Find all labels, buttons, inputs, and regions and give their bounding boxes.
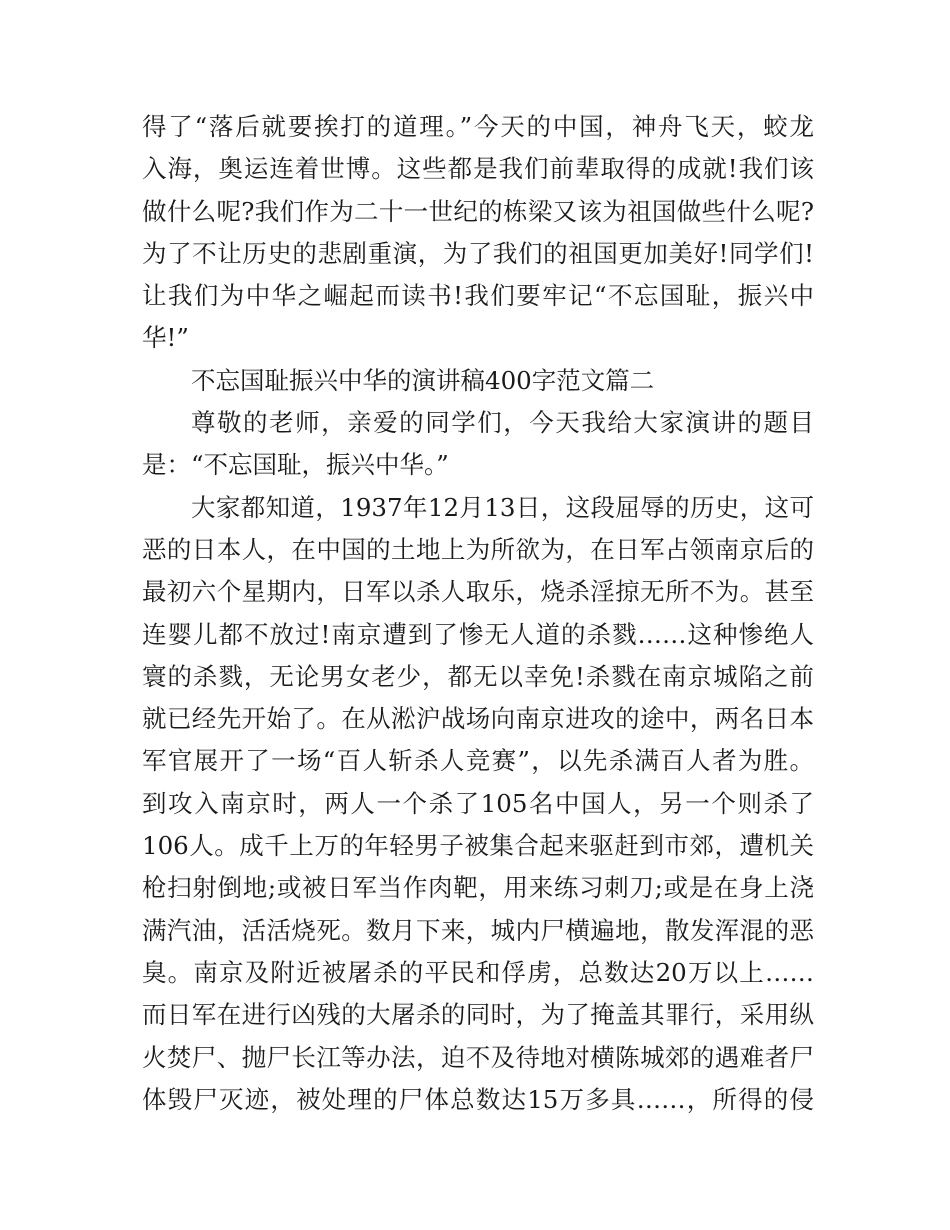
text-line: 满汽油，活活烧死。数月下来，城内尸横遍地，散发浑混的恶 (142, 915, 814, 945)
text-line: 到攻入南京时，两人一个杀了105名中国人，另一个则杀了 (142, 788, 814, 818)
text-line: 做什么呢?我们作为二十一世纪的栋梁又该为祖国做些什么呢? (142, 196, 814, 226)
section-heading: 不忘国耻振兴中华的演讲稿400字范文篇二 (191, 365, 655, 395)
text-line: 是：“不忘国耻，振兴中华。” (142, 450, 449, 480)
text-line: 臭。南京及附近被屠杀的平民和俘虏，总数达20万以上…… (142, 957, 814, 987)
text-line: 而日军在进行凶残的大屠杀的同时，为了掩盖其罪行，采用纵 (142, 1000, 814, 1030)
text-line: 连婴儿都不放过!南京遭到了惨无人道的杀戮……这种惨绝人 (142, 619, 814, 649)
text-line: 让我们为中华之崛起而读书!我们要牢记“不忘国耻，振兴中 (142, 281, 814, 311)
text-line: 尊敬的老师，亲爱的同学们，今天我给大家演讲的题目 (191, 408, 814, 438)
text-line: 为了不让历史的悲剧重演，为了我们的祖国更加美好!同学们! (142, 238, 814, 268)
text-line: 就已经先开始了。在从淞沪战场向南京进攻的途中，两名日本 (142, 704, 814, 734)
text-line: 军官展开了一场“百人斩杀人竞赛”，以先杀满百人者为胜。 (142, 746, 814, 776)
text-line: 华!” (142, 323, 189, 353)
text-line: 火焚尸、抛尸长江等办法，迫不及待地对横陈城郊的遇难者尸 (142, 1042, 814, 1072)
text-line: 枪扫射倒地;或被日军当作肉靶，用来练习刺刀;或是在身上浇 (142, 873, 814, 903)
text-line: 体毁尸灭迹，被处理的尸体总数达15万多具……，所得的侵 (142, 1084, 814, 1114)
text-line: 入海，奥运连着世博。这些都是我们前辈取得的成就!我们该 (142, 154, 814, 184)
text-line: 106人。成千上万的年轻男子被集合起来驱赶到市郊，遭机关 (142, 831, 814, 861)
text-line: 大家都知道，1937年12月13日，这段屈辱的历史，这可 (191, 492, 814, 522)
text-line: 最初六个星期内，日军以杀人取乐，烧杀淫掠无所不为。甚至 (142, 577, 814, 607)
body-text (142, 106, 814, 1121)
text-line: 得了“落后就要挨打的道理。”今天的中国，神舟飞天，蛟龙 (142, 112, 814, 141)
text-line: 寰的杀戮，无论男女老少，都无以幸免!杀戮在南京城陷之前 (142, 661, 814, 691)
text-line: 恶的日本人，在中国的土地上为所欲为，在日军占领南京后的 (142, 534, 814, 564)
